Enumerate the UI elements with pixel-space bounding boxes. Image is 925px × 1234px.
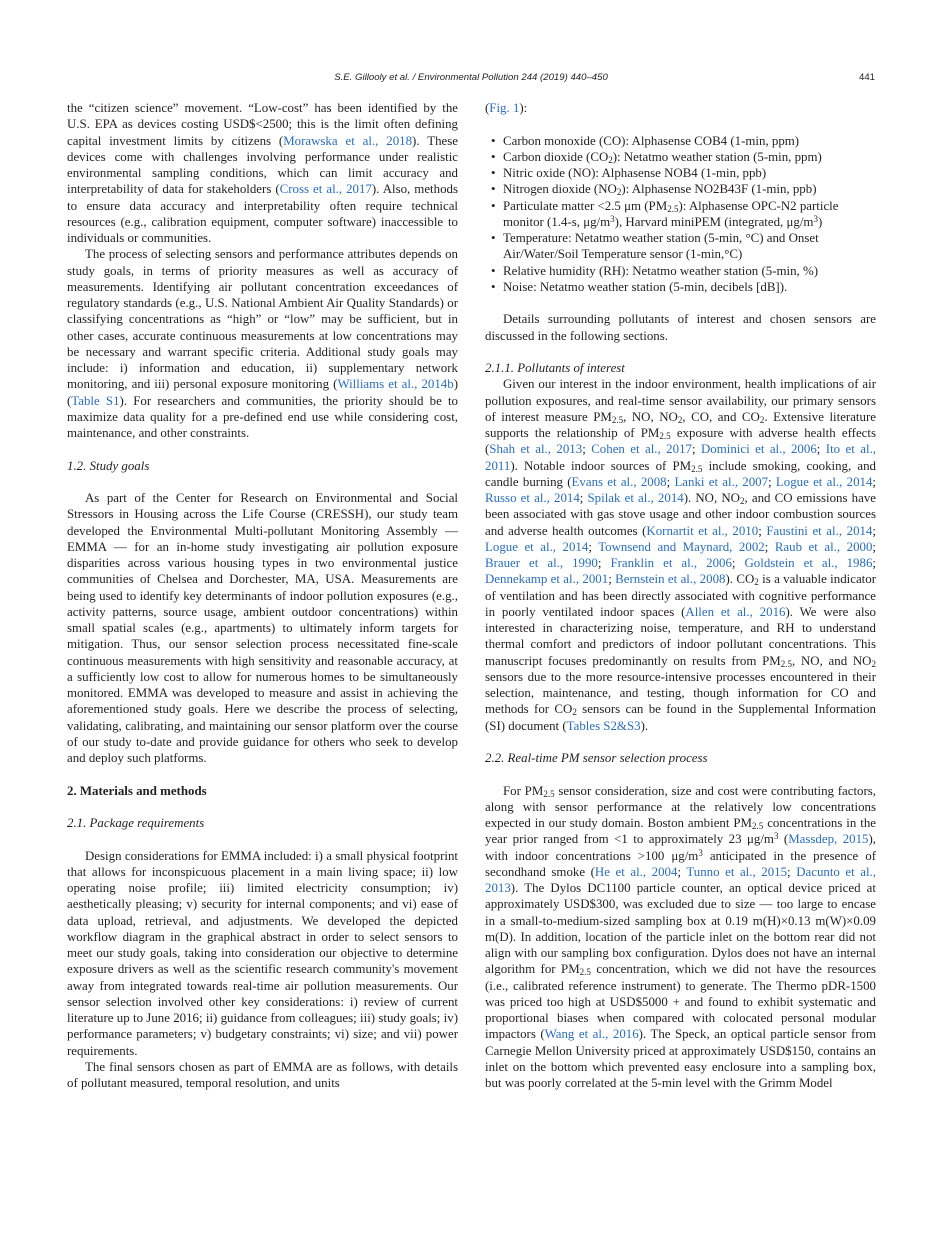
section-heading-2-1-1: 2.1.1. Pollutants of interest (485, 361, 625, 375)
section-heading-2-2: 2.2. Real-time PM sensor selection process (485, 751, 708, 765)
citation-link[interactable]: Evans et al., 2008 (571, 474, 667, 489)
page-number: 441 (858, 72, 875, 83)
citation-link[interactable]: Cohen et al., 2017 (591, 442, 692, 457)
citation-link[interactable]: Williams et al., 2014b (337, 377, 454, 392)
figure-link[interactable]: Fig. 1 (489, 101, 520, 115)
citation-link[interactable]: Kornartit et al., 2010 (646, 523, 759, 538)
list-item: • Particulate matter <2.5 μm $(PM_{2.5})$: Alphasense OPC-N2 particle monitor (1.4-s, $\mu g/m^3$), Harvard miniPEM (integrated, $\mu g/m^3$) (485, 198, 876, 231)
citation-link[interactable]: Cross et al., 2017 (279, 182, 372, 197)
section-heading-1-2: 1.2. Study goals (67, 458, 150, 473)
citation-link[interactable]: Dominici et al., 2006 (700, 442, 817, 457)
list-item: • Noise: Netatmo weather station (5-min, decibels [dB]). (485, 279, 876, 295)
sensor-list (485, 133, 876, 296)
paragraph-selection-process: The process of selecting sensors and performance attributes depends on study goals, in terms of priority measures as well as accuracy of measurements. Identifying air pollutant concentration exceedances of regulatory standards (e.g., U.S. National Ambient Air Quality Standards) or classifying concentrations as “high” or “low” may be sufficient, but in other cases, accurate continuous measurements at low concentrations may be necessary and warrant specific criteria. Additional study goals may include: i) information and education, ii) supplementary network monitoring, and iii) personal exposure monitoring (Williams et al., 2014b) (Table S1). For researchers and communities, the priority should be to maximize data quality for a pre-defined end use while considering cost, maintenance, and other constraints. (67, 247, 459, 440)
paragraph-study-goals: As part of the Center for Research on Environmental and Social Stressors in Housing across the Life Course (CRESSH), our study team developed the Environmental Multi-pollutant Monitoring Assembly — EMMA — for an in-home study investigating air pollution exposure disparities across various housing types in two environmental justice communities of Chelsea and Dorchester, MA, USA. Measurements are being used to identify key determinants of indoor pollution exposures (e.g., activity patterns, source usage, ambient outdoor concentrations) within small spatial scales (e.g., apartments) to ultimately inform targets for mitigation. Thus, our sensor selection process necessitated fine-scale continuous measurements with high sensitivity and reasonable accuracy, at a sufficiently low cost to allow for numerous homes to be simultaneously monitored. EMMA was developed to measure and assist in achieving the aforementioned study goals. Here we describe the process of selecting, validating, calibrating, and maintaining our sensor platform over the course of our study to-date and provide guidance for others who seek to develop and deploy such platforms. (67, 491, 458, 765)
paragraph-final-sensors: The final sensors chosen as part of EMMA are as follows, with details of pollutant measured, temporal resolution, and units (67, 1059, 458, 1090)
table-link[interactable]: Table S1 (71, 393, 120, 408)
citation-link[interactable]: Allen et al., 2016 (685, 604, 786, 619)
paragraph-details: Details surrounding pollutants of interest and chosen sensors are discussed in the following sections. (485, 312, 876, 343)
citation-link[interactable]: Shah et al., 2013 (489, 442, 583, 457)
citation-link[interactable]: Raub et al., 2000 (774, 539, 873, 554)
list-item: • Temperature: Netatmo weather station (5-min, °C) and Onset Air/Water/Soil Temperature sensor (1-min,°C) (485, 230, 876, 263)
list-item: • Relative humidity (RH): Netatmo weather station (5-min, %) (485, 263, 876, 279)
citation-link[interactable]: Franklin et al., 2006 (610, 556, 732, 570)
right-column (485, 100, 876, 1091)
paragraph-pm-selection: For $PM_{2.5}$ sensor consideration, size and cost were contributing factors, along with sensor performance at the relatively low concentrations expected in our study domain. Boston ambient $PM_{2.5}$ concentrations in the year prior ranged from <1 to approximately 23 $\mu g/m^3$ (Massdep, 2015), with indoor concentrations >100 $\mu g/m^3$ anticipated in the presence of secondhand smoke (He et al., 2004; Tunno et al., 2015; Dacunto et al., 2013). The Dylos DC1100 particle counter, an optical device priced at approximately USD$300, was excluded due to size — too large to encase in a small-to-medium-sized sampling box at 0.19 m(H)×0.13 m(W)×0.09 m(D). In addition, location of the particle inlet on the bottom rear did not align with our sampling box configuration. Dylos does not have an internal algorithm for $PM_{2.5}$ concentration, which we did not have the resources (i.e., calibrated reference instrument) to generate. The Thermo pDR-1500 was priced too high at USD$5000 + and found to exhibit systematic and proportional biases when compared with colocated personal modular impactors (Wang et al., 2016). The Speck, an optical particle sensor from Carnegie Mellon University priced at approximately USD$150, contains an inlet on the bottom which prevented easy enclosure into a sampling box, but was poorly correlated at the 5-min level with the Grimm Model (485, 783, 877, 1090)
citation-link[interactable]: He et al., 2004 (594, 864, 678, 879)
paragraph-pollutants: Given our interest in the indoor environment, health implications of air pollution exposures, and real-time sensor availability, our primary sensors of interest measure $PM_{2.5}$, NO, $NO_2$, CO, and $CO_2$. Extensive literature supports the relationship of $PM_{2.5}$ exposure with adverse health effects (Shah et al., 2013; Cohen et al., 2017; Dominici et al., 2006; Ito et al., 2011). Notable indoor sources of $PM_{2.5}$ include smoking, cooking, and candle burning (Evans et al., 2008; Lanki et al., 2007; Logue et al., 2014; Russo et al., 2014; Spilak et al., 2014). NO, $NO_2$, and CO emissions have been associated with gas stove usage and other indoor combustion sources and adverse health outcomes (Kornartit et al., 2010; Faustini et al., 2014; Logue et al., 2014; Townsend and Maynard, 2002; Raub et al., 2000; Brauer et al., 1990; Franklin et al., 2006; Goldstein et al., 1986; Dennekamp et al., 2001; Bernstein et al., 2008). $CO_2$ is a valuable indicator of ventilation and has been directly associated with cognitive performance in poorly ventilated indoor spaces (Allen et al., 2016). We were also interested in characterizing noise, temperature, and RH to understand thermal comfort and predictors of indoor pollutant concentrations. This manuscript focuses predominantly on results from $PM_{2.5}$, NO, and $NO_2$ sensors due to the more resource-intensive processes encountered in their selection, maintenance, and testing, though information for CO and methods for $CO_2$ sensors can be found in the Supplemental Information (SI) document (Tables S2&S3). (485, 377, 877, 733)
list-item: • Nitrogen dioxide $(NO_2)$: Alphasense NO2B43F (1-min, ppb) (485, 181, 876, 197)
citation-link[interactable]: Massdep, 2015 (788, 832, 869, 847)
left-column (67, 100, 458, 1091)
list-item: • Carbon dioxide $(CO_2)$: Netatmo weather station (5-min, ppm) (485, 149, 876, 165)
list-item: • Nitric oxide (NO): Alphasense NOB4 (1-min, ppb) (485, 165, 876, 181)
table-link[interactable]: Tables S2&S3 (566, 718, 641, 733)
citation-link[interactable]: Townsend and Maynard, 2002 (598, 539, 765, 554)
list-item: • Carbon monoxide (CO): Alphasense COB4 (1-min, ppm) (485, 133, 876, 149)
citation-link[interactable]: Logue et al., 2014 (775, 474, 873, 489)
running-title: S.E. Gillooly et al. / Environmental Pollution 244 (2019) 440–450 (334, 72, 608, 83)
citation-link[interactable]: Bernstein et al., 2008 (615, 572, 726, 587)
section-heading-2: 2. Materials and methods (67, 783, 207, 798)
citation-link[interactable]: Tunno et al., 2015 (686, 864, 788, 879)
paragraph-citizen-science: the “citizen science” movement. “Low-cost” has been identified by the U.S. EPA as devices costing USD$<2500; this is the limit often defining capital investment limits by citizens (Morawska et al., 2018). These devices come with challenges involving performance under realistic environmental sampling conditions, which can limit accuracy and interpretability of data for stakeholders (Cross et al., 2017). Also, methods to ensure data accuracy and interpretability often require technical resources (e.g., calibration equipment, computer software) inaccessible to individuals or communities. (67, 101, 458, 245)
citation-link[interactable]: Faustini et al., 2014 (766, 523, 873, 538)
section-heading-2-1: 2.1. Package requirements (67, 816, 205, 830)
citation-link[interactable]: Dennekamp et al., 2001 (485, 572, 609, 587)
citation-link[interactable]: Lanki et al., 2007 (674, 474, 769, 489)
citation-link[interactable]: Spilak et al., 2014 (587, 491, 684, 505)
figure-reference-line: (Fig. 1): (485, 101, 528, 115)
running-header (67, 72, 875, 86)
citation-link[interactable]: Wang et al., 2016 (544, 1027, 639, 1042)
citation-link[interactable]: Dacunto et al., 2013 (485, 864, 877, 895)
paragraph-package-requirements: Design considerations for EMMA included: i) a small physical footprint that allows for inconspicuous placement in a main living space; ii) low operating noise profile; iii) limited electricity consumption; iv) aesthetically pleasing; v) security for internal components; and vi) ease of data upload, retrieval, and adjustments. We developed the depicted workflow diagram in the graphical abstract in order to select sensors to meet our study goals, taking into consideration our objective to determine exposure drivers as well as the scientific research community's movement away from integrated towards real-time air pollution measurements. Our sensor selection involved other key considerations: i) review of current literature up to June 2016; ii) guidance from colleagues; iii) study goals; iv) performance parameters; v) budgetary constraints; vi) size; and vii) power requirements. (67, 848, 458, 1058)
citation-link[interactable]: Brauer et al., 1990 (485, 556, 598, 570)
citation-link[interactable]: Logue et al., 2014 (485, 539, 589, 554)
citation-link[interactable]: Morawska et al., 2018 (283, 133, 413, 148)
citation-link[interactable]: Russo et al., 2014 (485, 491, 580, 505)
citation-link[interactable]: Goldstein et al., 1986 (744, 556, 873, 570)
citation-link[interactable]: Ito et al., 2011 (485, 442, 877, 473)
